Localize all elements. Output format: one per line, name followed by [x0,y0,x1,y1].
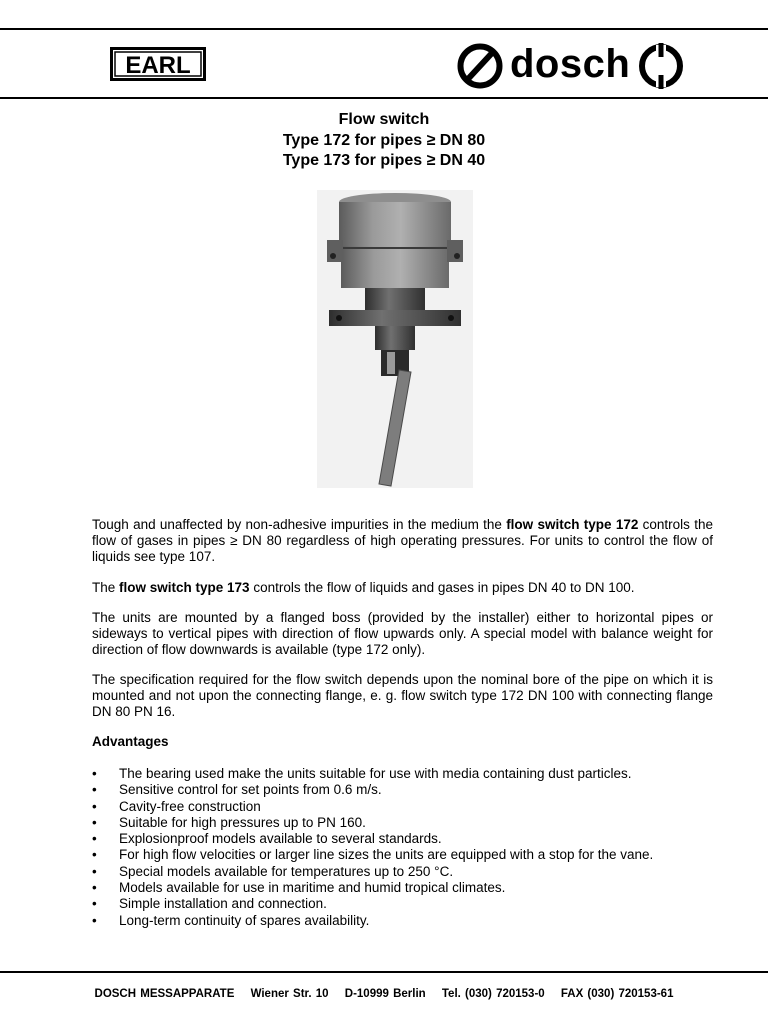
list-item [92,847,653,863]
dosch-logo-text: dosch [510,42,631,86]
list-item [92,896,653,912]
paragraph-1-bold: flow switch type 172 [506,517,639,532]
paragraph-2 [92,580,713,596]
list-item-text: Special models available for temperatures up to 250 °C. [119,863,454,879]
advantages-heading: Advantages [92,734,169,749]
earl-logo [110,47,206,86]
list-item [92,913,653,929]
list-item [92,815,653,831]
bullet-icon: • [92,782,97,798]
list-item [92,782,653,798]
bullet-icon: • [92,798,97,814]
list-item-text: Cavity-free construction [119,798,261,814]
bullet-icon: • [92,814,97,830]
bullet-icon: • [92,766,97,781]
footer-fax: FAX (030) 720153-61 [560,988,674,1000]
list-item-text: Sensitive control for set points from 0.6 m/s. [119,782,382,798]
paragraph-4-text: The specification required for the flow switch depends upon the nominal bore of the pipe on which it is mounted and not upon the connecting flange, e. g. flow switch type 172 DN 100 with connecting flange DN 80 PN 16. [92,672,713,719]
bullet-icon: • [92,847,97,863]
list-item [92,799,653,815]
bullet-icon: • [92,863,97,879]
list-item [92,831,653,847]
paragraph-3 [92,610,713,658]
title-line-1: Flow switch [338,111,430,128]
footer-city: D-10999 Berlin [344,988,426,1000]
list-item-text: Long-term continuity of spares availability. [119,912,370,928]
footer-tel: Tel. (030) 720153-0 [441,988,545,1000]
paragraph-1-text-b: controls the flow of gases in pipes ≥ DN 80 regardless of high operating pressures. For units to control the flow of liquids see type 107. [92,517,713,564]
flow-switch-photo [317,190,473,493]
list-item [92,880,653,896]
list-item-text: Simple installation and connection. [119,896,327,912]
paragraph-2-text-b: controls the flow of liquids and gases in pipes DN 40 to DN 100. [249,580,635,595]
paragraph-1 [92,517,713,565]
paragraph-3-text: The units are mounted by a flanged boss (provided by the installer) either to horizontal pipes or sideways to vertical pipes with direction of flow upwards only. A special model with balance weight for direction of flow downwards is available (type 172 only). [92,610,713,657]
list-item [92,766,653,782]
list-item-text: Models available for use in maritime and humid tropical climates. [119,880,506,896]
list-item-text: Suitable for high pressures up to PN 160. [119,814,366,830]
dosch-logo [456,42,684,90]
bullet-icon: • [92,896,97,912]
top-rule [0,28,768,30]
paragraph-1-text-a: Tough and unaffected by non-adhesive impurities in the medium the [92,517,507,532]
list-item-text: For high flow velocities or larger line sizes the units are equipped with a stop for the vane. [119,847,654,863]
list-item-text: The bearing used make the units suitable for use with media containing dust particles. [119,766,632,781]
paragraph-2-text-a: The [92,580,120,595]
header-rule [0,97,768,99]
dosch-slash-circle-icon [456,42,504,90]
paragraph-2-bold: flow switch type 173 [119,580,250,595]
bullet-icon: • [92,912,97,928]
footer-contact [0,988,768,1000]
bullet-icon: • [92,880,97,896]
list-item [92,864,653,880]
dosch-flow-circle-icon [638,43,684,89]
list-item-text: Explosionproof models available to several standards. [119,831,442,847]
footer-rule [0,971,768,973]
advantages-list [92,766,653,929]
bullet-icon: • [92,831,97,847]
footer-street: Wiener Str. 10 [250,988,329,1000]
earl-logo-text: EARL [125,52,191,79]
paragraph-4 [92,672,713,720]
footer-company: DOSCH MESSAPPARATE [94,988,235,1000]
title-line-3: Type 173 for pipes ≥ DN 40 [282,152,486,169]
document-title [0,110,768,172]
title-line-2: Type 172 for pipes ≥ DN 80 [282,131,486,149]
